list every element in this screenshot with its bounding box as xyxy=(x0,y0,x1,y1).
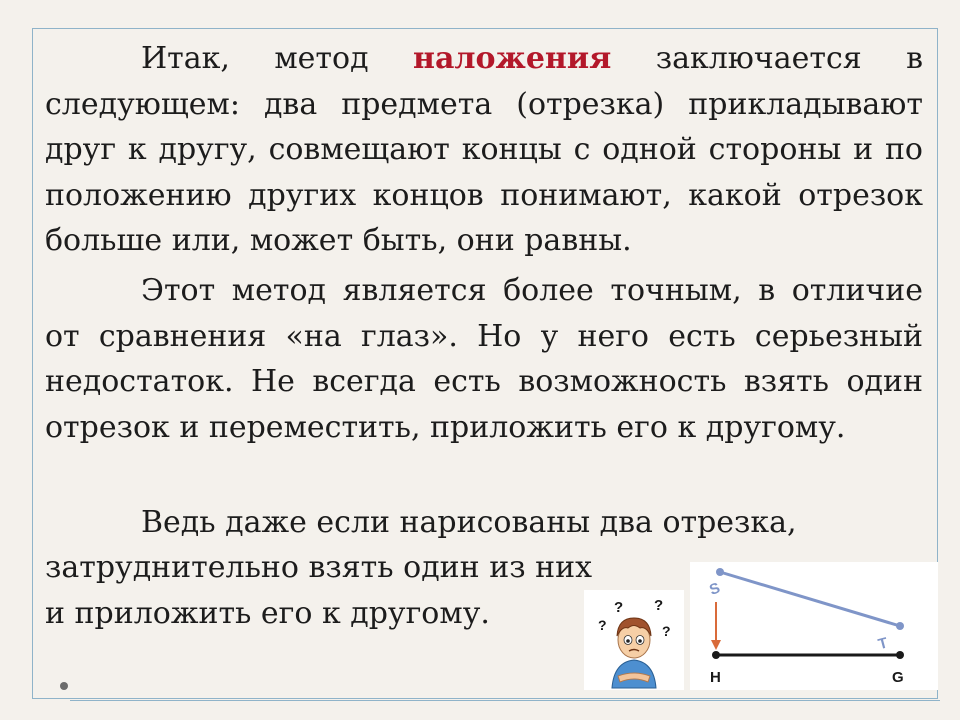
bullet-dot xyxy=(60,682,68,690)
question-mark-3: ? xyxy=(598,617,607,633)
move-arrow-icon xyxy=(711,640,721,650)
label-t: T xyxy=(876,634,890,654)
paragraph-1 xyxy=(45,36,923,264)
point-s xyxy=(716,568,724,576)
paragraph-2-text: Этот метод является более точным, в отличие от сравнения «на глаз». Но у него есть серьезный недостаток. Не всегда есть возможность взять один отрезок и переместить, приложить его к другому. xyxy=(45,273,923,445)
frame-bottom-rule xyxy=(70,700,940,701)
point-t xyxy=(896,622,904,630)
question-mark-1: ? xyxy=(614,599,624,616)
point-h xyxy=(712,651,720,659)
paragraph-1-before: Итак, метод xyxy=(141,41,413,76)
segments-diagram-icon xyxy=(690,562,938,690)
paragraph-3-line-1: Ведь даже если нарисованы два отрезка, xyxy=(141,505,797,540)
paragraph-3-line-2: затруднительно взять один из них xyxy=(45,550,593,585)
confused-boy-illustration xyxy=(584,590,684,690)
paragraph-1-after: заключается в следующем: два предмета (отрезка) прикладывают друг к другу, совмещают концы с одной стороны и по положению других концов понимают, какой отрезок больше или, может быть, они равны. xyxy=(45,41,923,258)
segment-st xyxy=(720,572,900,626)
label-h: H xyxy=(710,669,721,686)
paragraph-3-line-3: и приложить его к другому. xyxy=(45,596,490,631)
paragraph-2 xyxy=(45,268,923,450)
highlight-term: наложения xyxy=(412,41,612,76)
question-mark-2: ? xyxy=(654,597,664,614)
label-g: G xyxy=(892,669,904,686)
label-s: S xyxy=(707,579,723,599)
point-g xyxy=(896,651,904,659)
segments-diagram xyxy=(690,562,938,690)
question-mark-4: ? xyxy=(662,623,671,639)
confused-boy-icon xyxy=(584,590,684,690)
